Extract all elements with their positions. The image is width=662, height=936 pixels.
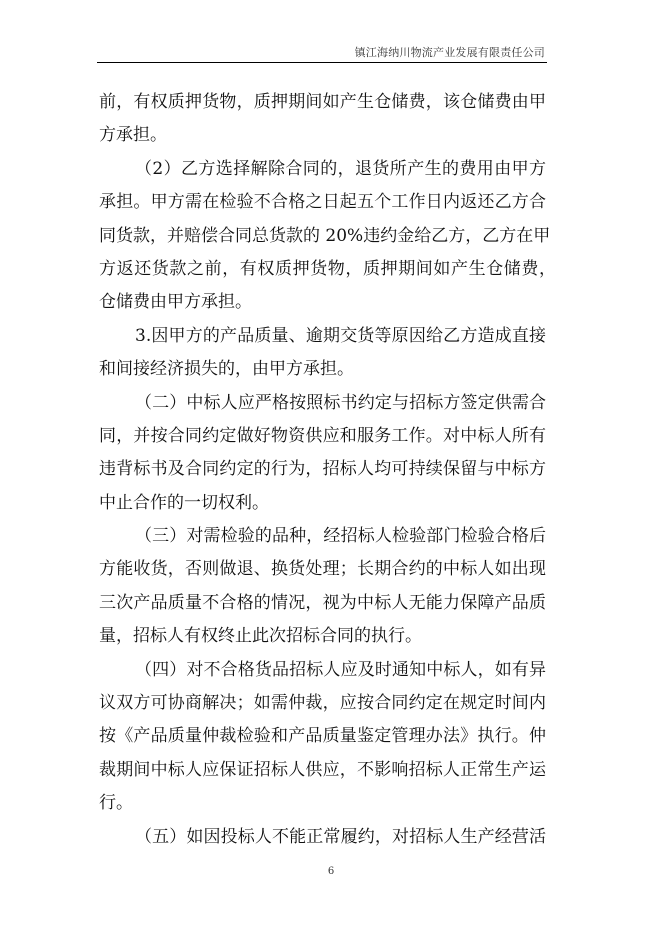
page-number: 6 (327, 866, 335, 877)
text-line: 方承担。 (99, 125, 167, 146)
text-line: 前，有权质押货物，质押期间如产生仓储费，该仓储费由甲 (99, 92, 546, 112)
text-line: （2）乙方选择解除合同的，退货所产生的费用由甲方 (135, 158, 546, 179)
paragraph (99, 654, 546, 821)
text-line: 中止合作的一切权利。 (99, 492, 269, 513)
text-line: 3.因甲方的产品质量、逾期交货等原因给乙方造成直接 (135, 325, 546, 346)
paragraph (99, 821, 546, 854)
text-line: 方能收货，否则做退、换货处理；长期合约的中标人如出现 (99, 559, 546, 580)
text-line: 三次产品质量不合格的情况，视为中标人无能力保障产品质 (99, 592, 546, 613)
text-line: 方返还货款之前，有权质押货物，质押期间如产生仓储费， (99, 258, 556, 279)
text-line: 同，并按合同约定做好物资供应和服务工作。对中标人所有 (99, 425, 546, 446)
paragraph (99, 320, 546, 387)
paragraph (99, 153, 556, 320)
text-line: 同货款，并赔偿合同总货款的 20%违约金给乙方，乙方在甲 (99, 225, 551, 246)
text-line: 仓储费由甲方承担。 (99, 292, 252, 313)
paragraph (99, 520, 546, 654)
text-line: 裁期间中标人应保证招标人供应，不影响招标人正常生产运 (99, 759, 546, 780)
text-line: 和间接经济损失的，由甲方承担。 (99, 359, 354, 380)
text-line: （五）如因投标人不能正常履约，对招标人生产经营活 (135, 826, 546, 847)
text-line: 量，招标人有权终止此次招标合同的执行。 (99, 626, 422, 647)
document-body (99, 86, 556, 854)
text-line: 按《产品质量仲裁检验和产品质量鉴定管理办法》执行。仲 (99, 726, 546, 747)
text-line: 议双方可协商解决；如需仲裁，应按合同约定在规定时间内 (99, 693, 546, 714)
text-line: （二）中标人应严格按照标书约定与招标方签定供需合 (135, 392, 546, 413)
text-line: （三）对需检验的品种，经招标人检验部门检验合格后 (135, 526, 546, 547)
text-line: 行。 (99, 793, 133, 814)
paragraph (99, 387, 546, 521)
header-company-name: 镇江海纳川物流产业发展有限责任公司 (354, 46, 545, 59)
paragraph (99, 86, 546, 153)
page-header (97, 44, 547, 63)
text-line: （四）对不合格货品招标人应及时通知中标人，如有异 (135, 659, 546, 680)
text-line: 违背标书及合同约定的行为，招标人均可持续保留与中标方 (99, 459, 546, 480)
text-line: 承担。甲方需在检验不合格之日起五个工作日内返还乙方合 (99, 192, 546, 213)
